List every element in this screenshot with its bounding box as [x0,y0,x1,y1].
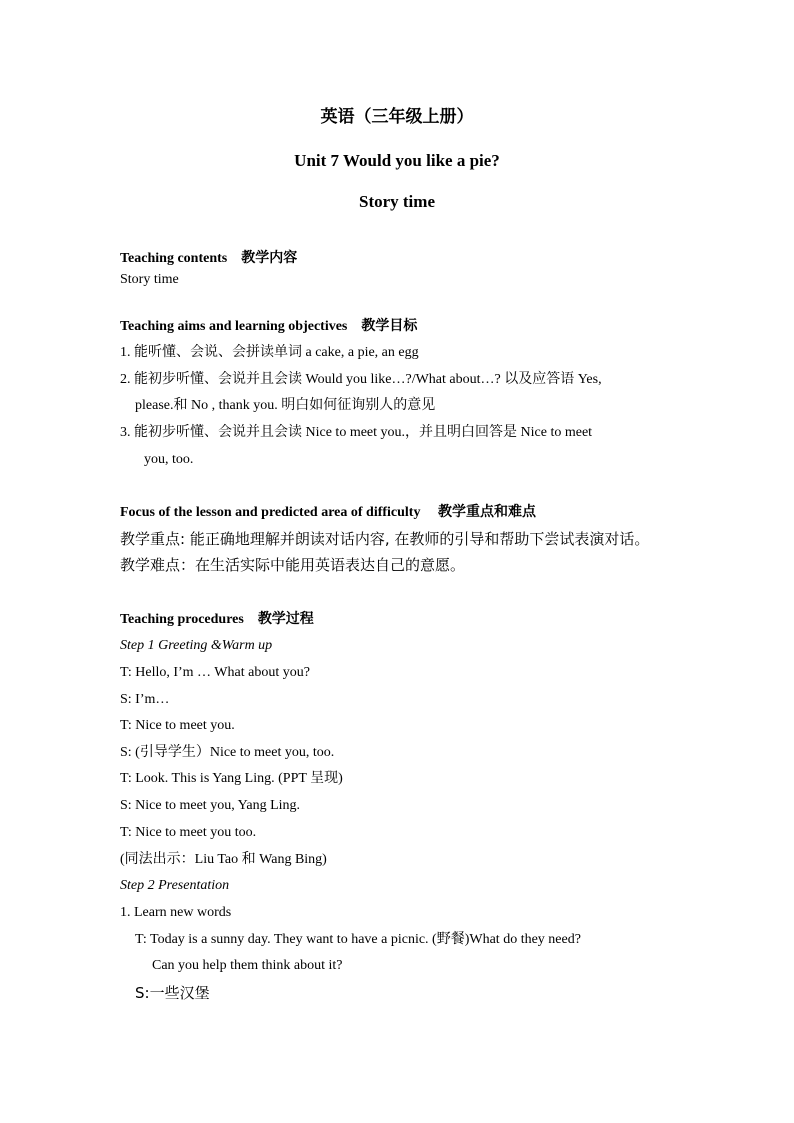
dialog-line: T: Nice to meet you too. [120,825,257,840]
dialog-line: T: Look. This is Yang Ling. (PPT 呈现) [120,771,343,786]
dialog-line: (同法出示：Liu Tao 和 Wang Bing) [120,852,327,867]
dialog-line: S: I’m… [120,692,170,707]
contents-text: Story time [120,272,179,287]
dialog-line: T: Nice to meet you. [120,718,235,733]
section-title: Story time [358,192,435,211]
step-2-label: Step 2 Presentation [120,878,230,893]
aims-heading-en: Teaching aims and learning objectives [120,319,348,334]
focus-heading [120,503,536,522]
dialog-line: T: Hello, I’m … What about you? [120,665,310,680]
focus-heading-en: Focus of the lesson and predicted area of difficulty [120,505,421,520]
contents-heading-en: Teaching contents [120,251,228,266]
aim-item: 1. 能听懂、会说、会拼读单词 a cake, a pie, an egg [120,345,419,360]
step-1-label: Step 1 Greeting &Warm up [120,638,273,653]
unit-title: Unit 7 Would you like a pie? [294,151,500,170]
aims-heading [120,317,417,336]
contents-heading [120,249,297,268]
teacher-line-cont: Can you help them think about it? [152,958,343,973]
learn-new-words: 1. Learn new words [120,905,232,920]
aim-item: you, too. [144,452,194,467]
key-point: 教学重点: 能正确地理解并朗读对话内容, 在教师的引导和帮助下尝试表演对话。 [120,530,650,548]
aim-item: please.和 No , thank you. 明白如何征询别人的意见 [135,398,436,413]
focus-heading-cn: 教学重点和难点 [437,504,536,520]
contents-heading-cn: 教学内容 [241,250,298,266]
aim-item: 2. 能初步听懂、会说并且会读 Would you like…?/What about…? 以及应答语 Yes, [120,372,602,387]
procedures-heading [120,610,314,629]
document-title: 英语（三年级上册） [320,107,474,126]
teacher-line: T: Today is a sunny day. They want to have a picnic. (野餐)What do they need? [135,932,581,947]
difficulty: 教学难点：在生活实际中能用英语表达自己的意愿。 [120,556,466,574]
procedures-heading-cn: 教学过程 [257,611,314,627]
dialog-line: S: (引导学生）Nice to meet you, too. [120,745,335,760]
student-line: S:一些汉堡 [135,984,210,1002]
dialog-line: S: Nice to meet you, Yang Ling. [120,798,301,813]
procedures-heading-en: Teaching procedures [120,612,244,627]
aims-heading-cn: 教学目标 [361,318,418,334]
aim-item: 3. 能初步听懂、会说并且会读 Nice to meet you.，并且明白回答是 Nice to meet [120,425,593,440]
